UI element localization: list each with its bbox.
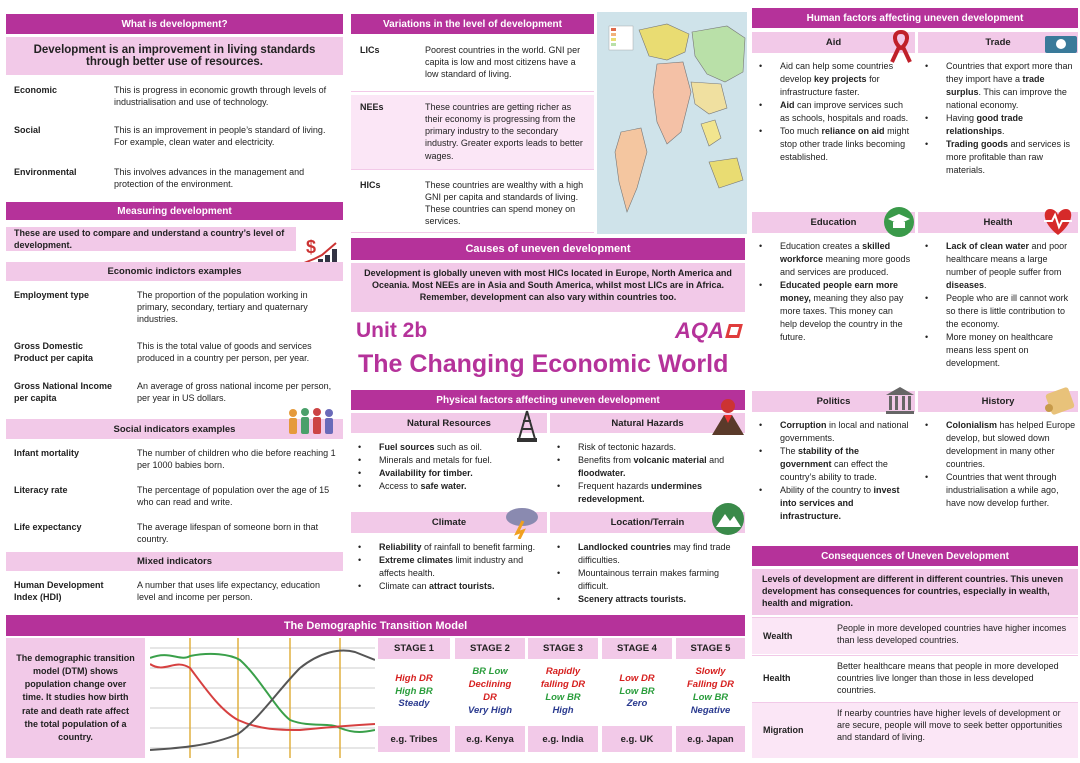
list-text: . [984,280,987,291]
natural-resources-list [351,441,547,493]
variation-label: HICs [360,180,381,190]
stage-title: STAGE 1 [378,638,450,659]
list-item [752,240,912,279]
list-text: stability of the government [780,446,860,470]
aid-list [752,60,912,164]
list-text: People who are ill cannot work so there is little contribution to the economy. [946,293,1069,330]
stage-description [378,662,450,722]
stage-line: High BR [395,685,433,697]
what-is-development-header: What is development? [6,14,343,34]
list-text: Lack of clean water [946,241,1030,251]
stage-line: Declining [468,679,512,691]
mountain-icon [711,502,745,536]
physical-factors-header: Physical factors affecting uneven development [351,390,745,410]
list-item [351,580,547,593]
causes-text: Development is globally uneven with most HICs located in Europe, North America and Oceania. Most NEEs are in Asia and South America, whilst most LICs are in Africa. Remember, development can also vary within countries too. [351,263,745,312]
list-text: Having [946,113,977,124]
world-map-icon [597,12,747,234]
list-item [752,125,912,164]
trade-title: Trade [918,32,1078,53]
stage-description [602,662,672,722]
health-title: Health [918,212,1078,233]
list-item [550,454,745,480]
list-item [550,541,745,567]
stage-line: Rapidly [545,666,581,678]
stage-line: Slowly [695,666,726,678]
causes-header: Causes of uneven development [351,238,745,260]
list-item [351,480,547,493]
list-text: Countries that went through industrialisation a while ago, have now develop further. [946,472,1059,509]
list-item [918,138,1078,177]
list-item [351,554,547,580]
list-item [550,593,745,606]
stage-line: High DR [395,672,433,684]
indicator-label: Life expectancy [14,522,82,532]
list-text: Minerals and metals for fuel. [379,455,493,466]
list-item [550,441,745,454]
history-scroll-icon [1042,384,1078,418]
stage-title: STAGE 5 [676,638,745,659]
variation-label: NEEs [360,102,384,112]
list-item [918,292,1078,331]
consequences-header: Consequences of Uneven Development [752,546,1078,566]
list-item [550,567,745,593]
list-item [351,541,547,554]
stage-line: DR [483,692,497,703]
svg-text:$: $ [306,237,317,257]
indicator-label: Human Development Index (HDI) [14,580,104,603]
politics-list [752,419,912,523]
list-text: trade surplus [946,74,1045,98]
list-text: Mountainous terrain makes farming difficult. [578,568,720,592]
stage-title: STAGE 2 [455,638,525,659]
list-text: reliance on aid [821,126,885,137]
list-item [918,331,1078,370]
list-text: Extreme climates [379,555,454,566]
list-item [918,471,1078,510]
stage-line: Low BR [692,692,729,703]
indicator-text: This involves advances in the management and protection of the environment. [114,167,305,190]
stage-example: e.g. Japan [676,726,745,752]
history-list [918,419,1078,510]
indicator-label: Environmental [14,167,77,177]
location-terrain-title: Location/Terrain [550,512,745,533]
variations-header: Variations in the level of development [351,14,594,34]
list-text: floodwater. [578,468,626,479]
indicator-label: Economic [14,85,58,95]
indicator-label: Social [14,125,41,135]
list-item [752,484,912,523]
stage-example: e.g. India [528,726,598,752]
stage-line: Steady [398,698,430,710]
list-text: Risk of tectonic hazards. [578,442,677,452]
aid-ribbon-icon [888,28,914,64]
stage-line: Very High [468,704,512,716]
list-text: and poor healthcare means a large number of people suffer from [946,241,1068,278]
list-item [918,419,1078,471]
history-title: History [918,391,1078,412]
stage-line: BR Low [472,666,508,678]
aid-title: Aid [752,32,915,53]
natural-hazards-list [550,441,745,506]
list-text: Landlocked countries [578,542,672,552]
list-item [752,445,912,484]
indicator-text: This is progress in economic growth through levels of industrialisation and use of technology. [114,85,327,108]
stage-line: Falling DR [687,679,734,691]
location-terrain-list [550,541,745,606]
variation-text: These countries are getting richer as their economy is progressing from the primary industry to the secondary industry. Greater exports leads to better wages. [425,102,583,161]
consequence-text: People in more developed countries have higher incomes than less developed countries. [837,623,1067,646]
list-text: meaning they also pay more taxes. This money can help develop the country in the future. [780,293,904,343]
dtm-header: The Demographic Transition Model [6,615,745,636]
list-text: Frequent hazards [578,481,652,492]
mixed-indicators-header: Mixed indicators [6,552,343,571]
list-text: volcanic material [633,455,707,466]
stage-example: e.g. Kenya [455,726,525,752]
list-item [752,279,912,344]
list-item [351,467,547,480]
list-text: might stop other trade links becoming established. [780,126,910,163]
measuring-intro: These are used to compare and understand a country’s level of development. [6,227,296,251]
list-text: may find trade difficulties. [578,542,731,566]
list-text: . This can improve the national economy. [946,87,1067,111]
health-list [918,240,1078,370]
heartbeat-icon [1040,205,1076,237]
list-item [351,454,547,467]
list-text: can improve services such as schools, hospitals and roads. [780,100,909,124]
stage-line: High [552,704,574,716]
list-text: Countries that export more than they import have a [946,61,1073,85]
indicator-text: An average of gross national income per person, per year in US dollars. [137,381,332,404]
stage-line: Negative [690,704,731,716]
list-item [918,112,1078,138]
stage-line: Low DR [619,672,655,684]
list-text: good trade relationships [946,113,1024,137]
list-text: Ability of the country to [780,485,874,496]
list-item [752,419,912,445]
indicator-label: Infant mortality [14,448,80,458]
development-definition: Development is an improvement in living standards through better use of resources. [6,37,343,75]
list-item [918,240,1078,292]
stage-line: falling DR [540,679,586,691]
indicator-label: Literacy rate [14,485,68,495]
list-text: and [706,455,725,466]
list-text: invest into services and infrastructure. [780,485,900,522]
storm-icon [503,505,541,539]
list-text: in local and national governments. [780,420,909,444]
measuring-development-header: Measuring development [6,202,343,220]
politics-title: Politics [752,391,915,412]
indicator-text: The percentage of population over the age of 15 who can read and write. [137,485,330,508]
list-item [752,99,912,125]
volcano-icon [710,397,746,437]
list-text: Educated people earn more money, [780,280,899,304]
list-text: such as oil. [434,442,483,452]
human-factors-header: Human factors affecting uneven development [752,8,1078,28]
stage-example: e.g. Tribes [378,726,450,752]
consequence-text: If nearby countries have higher levels of development or are secure, people will move to seek better opportunities and standard of living. [837,708,1063,743]
indicator-text: The proportion of the population working in primary, secondary, tertiary and quaternary industries. [137,290,308,325]
list-text: and services is more profitable than raw materials. [946,139,1071,176]
list-text: Trading goods [946,139,1008,150]
indicator-label: Gross National Income per capita [14,381,113,404]
education-title: Education [752,212,915,233]
stage-description [676,662,745,722]
list-text: meaning more goods and services are produced. [780,254,911,278]
stage-description [455,662,525,722]
variation-text: Poorest countries in the world. GNI per capita is low and most citizens have a low standard of living. [425,45,581,80]
list-text: for infrastructure faster. [780,74,880,98]
consequence-label: Health [763,673,791,683]
natural-hazards-title: Natural Hazards [550,413,745,433]
unit-code: Unit 2b [356,319,428,342]
dtm-description: The demographic transition model (DTM) shows population change over time. It studies how birth rate and death rate affect the total population of a country. [6,638,145,758]
stage-line: Zero [626,698,648,710]
government-building-icon [884,384,916,416]
oil-rig-icon [513,409,541,443]
list-text: limit industry and affects health. [379,555,524,579]
list-text: . [1002,126,1005,137]
variation-label: LICs [360,45,380,55]
indicator-label: Gross Domestic Product per capita [14,341,94,364]
list-text: Education creates a [780,241,863,251]
variation-text: These countries are wealthy with a high GNI per capita and standards of living. These countries can spend money on services. [425,180,584,227]
list-text: of rainfall to benefit farming. [421,542,536,552]
list-text: Availability for timber. [379,468,473,479]
consequence-label: Wealth [763,630,793,641]
list-text: undermines redevelopment. [578,481,703,505]
graduation-cap-icon [883,206,915,238]
list-text: can effect the country’s ability to trade. [780,459,888,483]
list-text: attract tourists. [429,581,495,592]
stage-title: STAGE 4 [602,638,672,659]
consequences-intro: Levels of development are different in different countries. This uneven development has consequences for countries, especially in wealth, health and migration. [752,569,1078,615]
list-text: Scenery attracts tourists. [578,594,687,605]
list-item [752,60,912,99]
climate-title: Climate [351,512,547,533]
unit-title: The Changing Economic World [358,350,729,378]
indicator-text: The number of children who die before reaching 1 per 1000 babies born. [137,448,336,471]
list-text: Aid can help some countries develop [780,61,894,85]
list-text: diseases [946,280,985,291]
stage-title: STAGE 3 [528,638,598,659]
stage-line: Low BR [619,685,655,697]
list-text: More money on healthcare means less spent on development. [946,332,1054,369]
dtm-graph [150,638,375,758]
stage-description [528,662,598,722]
indicator-text: This is an improvement in people’s standard of living. For example, clean water and electricity. [114,125,326,148]
indicator-text: The average lifespan of someone born in that country. [137,522,319,545]
stage-example: e.g. UK [602,726,672,752]
list-text: Benefits from [578,455,634,466]
list-text: has helped Europe develop, but slowed down development in many other countries. [946,420,1076,470]
trade-list [918,60,1078,177]
list-text: Fuel sources [379,442,435,452]
natural-resources-title: Natural Resources [351,413,547,433]
social-indicators-header: Social indicators examples [6,419,343,439]
stage-line: Low BR [545,692,581,703]
list-text: The [780,446,799,457]
list-text: skilled workforce [780,241,891,265]
climate-list [351,541,547,593]
list-item [918,60,1078,112]
list-text: Corruption [780,420,827,430]
aqa-logo [675,318,741,344]
list-text: Climate can [379,581,430,592]
list-text: Access to [379,481,421,492]
aqa-logo-text: AQA [675,318,724,343]
consequence-text: Better healthcare means that people in more developed countries live longer than those in less developed countries. [837,661,1059,696]
list-text: Colonialism [946,420,998,430]
education-list [752,240,912,344]
indicator-text: This is the total value of goods and services produced in a country per person, per year. [137,341,312,364]
list-text: Too much [780,126,822,137]
list-text: Aid [780,100,795,111]
consequence-label: Migration [763,725,804,735]
economic-indicators-header: Economic indictors examples [6,262,343,281]
indicator-text: A number that uses life expectancy, education level and income per person. [137,580,320,603]
indicator-label: Employment type [14,290,90,300]
cash-icon [1044,33,1078,55]
list-text: safe water. [420,481,467,492]
list-item [351,441,547,454]
list-text: Reliability [379,542,422,552]
list-text: key projects [814,74,867,85]
